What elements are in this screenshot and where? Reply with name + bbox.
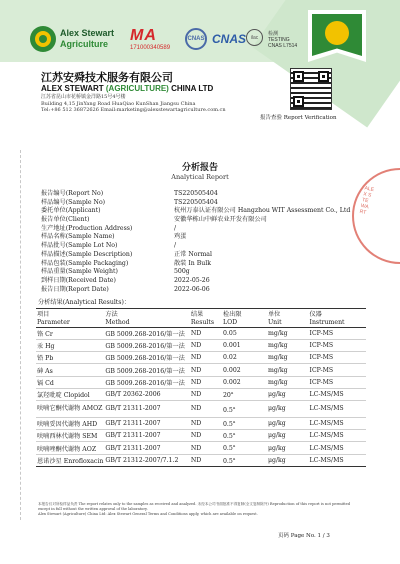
company-address-cn: 江苏省昆山市花桥镇金洋路15号4号楼 [41, 94, 126, 100]
cell-instrument: ICP-MS [309, 327, 367, 339]
cell-result: ND [190, 401, 222, 418]
results-table [36, 308, 366, 467]
cell-instrument: ICP-MS [309, 352, 367, 364]
info-row [41, 251, 371, 260]
report-title-cn: 分析报告 [181, 163, 218, 173]
cell-parameter: 砷 As [36, 364, 104, 376]
cell-method: GB/T 21311-2007 [104, 417, 190, 429]
table-row [36, 388, 366, 400]
cell-lod: 0.5$^a$ [222, 442, 267, 454]
info-key: 样品名称(Sample Name) [41, 233, 115, 241]
info-value: 2022-05-26 [174, 276, 210, 284]
cell-result: ND [190, 442, 222, 454]
cell-unit: mg/kg [267, 327, 309, 339]
lod-footnote-mark: a [232, 455, 236, 461]
cell-result: ND [190, 364, 222, 376]
cell-parameter: 呋喃唑酮代谢物 AOZ [36, 442, 104, 454]
company-logo [30, 26, 114, 52]
cell-unit: μg/kg [267, 401, 309, 418]
table-row [36, 327, 366, 339]
cell-method: GB 5009.268-2016/第一法 [104, 339, 190, 351]
cell-unit: μg/kg [267, 442, 309, 454]
cell-result: ND [190, 327, 222, 339]
company-name-cn: 江苏安舜技术服务有限公司 [41, 71, 173, 84]
ilac-seal-icon: ilac [246, 29, 263, 46]
cell-method: GB/T 21311-2007 [104, 430, 190, 442]
logo-icon [30, 26, 56, 52]
logo-line1: Alex Stewart [60, 28, 115, 38]
cell-unit: μg/kg [267, 454, 309, 466]
cell-lod: 0.5$^a$ [222, 417, 267, 429]
cell-instrument: LC-MS/MS [309, 442, 367, 454]
company-name-en: ALEX STEWART (AGRICULTURE) CHINA LTD [41, 84, 214, 93]
cell-lod: 0.5$^a$ [222, 401, 267, 418]
page-number: 页码 Page No. 1 / 3 [278, 533, 330, 539]
cell-unit: mg/kg [267, 376, 309, 388]
cell-instrument: LC-MS/MS [309, 388, 367, 400]
info-row [41, 260, 371, 269]
info-value: 安徽华栋山中鲜农业开发有限公司 [174, 216, 267, 224]
company-header [41, 71, 226, 114]
info-value: TS220505404 [174, 190, 218, 197]
cell-unit: mg/kg [267, 352, 309, 364]
cell-instrument: LC-MS/MS [309, 401, 367, 418]
info-row [41, 286, 371, 295]
table-row [36, 430, 366, 442]
info-key: 委托单位(Applicant) [41, 207, 101, 215]
table-row [36, 352, 366, 364]
cell-lod: 0.002 [222, 376, 267, 388]
info-row [41, 216, 371, 225]
cell-method: GB 5009.268-2016/第一法 [104, 352, 190, 364]
info-key: 样品包装(Sample Packaging) [41, 259, 129, 267]
info-row [41, 207, 371, 216]
cell-method: GB/T 21311-2007 [104, 442, 190, 454]
lod-footnote-mark: a [232, 443, 236, 449]
cell-method: GB 5009.268-2016/第一法 [104, 327, 190, 339]
cell-instrument: LC-MS/MS [309, 430, 367, 442]
cell-parameter: 氯羟吡啶 Clopidol [36, 388, 104, 400]
info-row [41, 242, 371, 251]
report-title-en: Analytical Report [171, 173, 229, 181]
qr-verification-label: 报告查验 Report Verification [260, 115, 337, 121]
cell-instrument: LC-MS/MS [309, 454, 367, 466]
info-value: 杭州万泰认证有限公司 Hangzhou WIT Assessment Co., Ltd [174, 207, 351, 215]
info-value: 正常 Normal [174, 250, 212, 258]
cell-unit: μg/kg [267, 388, 309, 400]
report-disclaimer: 本报告仅对所检样品负责 The report relates only to the samples as received and analyzed. 未经本公司书面批准不得复制(全文复制除外) Reproduction of this report is not permitted except in full without the written approval of the laboratory. Alex Stewart (Agriculture) China Ltd: Alex Stewart General Terms and Conditions apply, which are available on request. [38, 502, 351, 516]
testing-accreditation: 检测 TESTING CNAS L7514 [268, 31, 298, 49]
cell-unit: μg/kg [267, 430, 309, 442]
cell-lod: 20$^a$ [222, 388, 267, 400]
info-row [41, 277, 371, 286]
cell-parameter: 镉 Cd [36, 376, 104, 388]
info-key: 样品重量(Sample Weight) [41, 268, 118, 276]
cnas-seal-icon: CNAS [185, 28, 207, 50]
cell-result: ND [190, 430, 222, 442]
table-row [36, 454, 366, 466]
table-row [36, 442, 366, 454]
cell-parameter: 铅 Pb [36, 352, 104, 364]
table-header-en: Parameter Method Results LOD Unit Instrument [36, 318, 366, 327]
cell-unit: mg/kg [267, 339, 309, 351]
info-key: 样品批号(Sample Lot No) [41, 242, 118, 250]
info-key: 报告单位(Client) [41, 216, 90, 224]
company-contact: Tel:+86 512 36872626 Email:marketing@alexstewartagriculture.com.cn [41, 107, 226, 114]
info-value: / [174, 242, 177, 250]
cell-parameter: 恩诺沙星 Enrofloxacin [36, 454, 104, 466]
info-key: 生产地址(Production Address) [41, 224, 133, 232]
cell-method: GB/T 21311-2007 [104, 401, 190, 418]
lod-footnote-mark: a [232, 418, 236, 424]
cell-parameter: 呋喃妥因代谢物 AHD [36, 417, 104, 429]
cell-result: ND [190, 417, 222, 429]
cell-instrument: ICP-MS [309, 339, 367, 351]
cell-result: ND [190, 376, 222, 388]
results-label: 分析结果(Analytical Results)： [38, 299, 131, 306]
table-row [36, 339, 366, 351]
cell-result: ND [190, 454, 222, 466]
qr-code-icon[interactable] [290, 68, 332, 110]
cma-number: 171000340589 [130, 45, 171, 51]
info-row [41, 268, 371, 277]
cell-result: ND [190, 352, 222, 364]
info-value: TS220505404 [174, 198, 218, 206]
cell-parameter: 汞 Hg [36, 339, 104, 351]
cell-lod: 0.002 [222, 364, 267, 376]
info-key: 报告编号(Report No) [41, 190, 104, 197]
cell-lod: 0.001 [222, 339, 267, 351]
table-header-cn: 项目 方法 结果 检出限 单位 仪器 [36, 309, 366, 319]
lod-footnote-mark: a [232, 431, 236, 437]
info-value: 500g [174, 268, 190, 276]
cell-instrument: LC-MS/MS [309, 417, 367, 429]
lod-footnote-mark: a [230, 390, 234, 396]
stamp-text: ALEX STEWART [358, 185, 375, 217]
cell-result: ND [190, 388, 222, 400]
cma-mark: MA 171000340589 [130, 27, 171, 51]
table-row [36, 376, 366, 388]
cell-parameter: 呋喃它酮代谢物 AMOZ [36, 401, 104, 418]
company-address-en: Building 4,15 JinYang Road HuaQiao KunShan Jiangsu China [41, 100, 196, 107]
cell-method: GB 5009.268-2016/第一法 [104, 364, 190, 376]
cell-parameter: 呋喃西林代谢物 SEM [36, 430, 104, 442]
margin-rule [20, 150, 21, 520]
cell-lod: 0.05 [222, 327, 267, 339]
info-value: 2022-06-06 [174, 285, 210, 293]
info-value: 散装 In Bulk [174, 259, 211, 267]
table-row [36, 401, 366, 418]
cell-lod: 0.02 [222, 352, 267, 364]
cnas-wordmark: CNAS [212, 32, 247, 46]
info-row [41, 190, 371, 199]
cell-unit: μg/kg [267, 417, 309, 429]
cell-instrument: ICP-MS [309, 364, 367, 376]
table-row [36, 417, 366, 429]
info-key: 样品描述(Sample Description) [41, 250, 133, 258]
cell-lod: 0.5$^a$ [222, 430, 267, 442]
cell-method: GB 5009.268-2016/第一法 [104, 376, 190, 388]
info-row [41, 233, 371, 242]
info-key: 到样日期(Received Date) [41, 276, 116, 284]
cell-method: GB/T 20362-2006 [104, 388, 190, 400]
lod-footnote-mark: a [232, 404, 236, 410]
info-value: 鸡蛋 [174, 233, 187, 241]
cell-method: GB/T 21312-2007/7.1.2 [104, 454, 190, 466]
cell-unit: mg/kg [267, 364, 309, 376]
cell-instrument: ICP-MS [309, 376, 367, 388]
table-row [36, 364, 366, 376]
report-info [41, 190, 371, 294]
cell-lod: 0.5$^a$ [222, 454, 267, 466]
cell-result: ND [190, 339, 222, 351]
logo-line2: Agriculture [60, 39, 109, 49]
cell-parameter: 铬 Cr [36, 327, 104, 339]
info-key: 报告日期(Report Date) [41, 285, 109, 293]
info-key: 样品编号(Sample No) [41, 198, 106, 206]
info-value: / [174, 224, 177, 232]
